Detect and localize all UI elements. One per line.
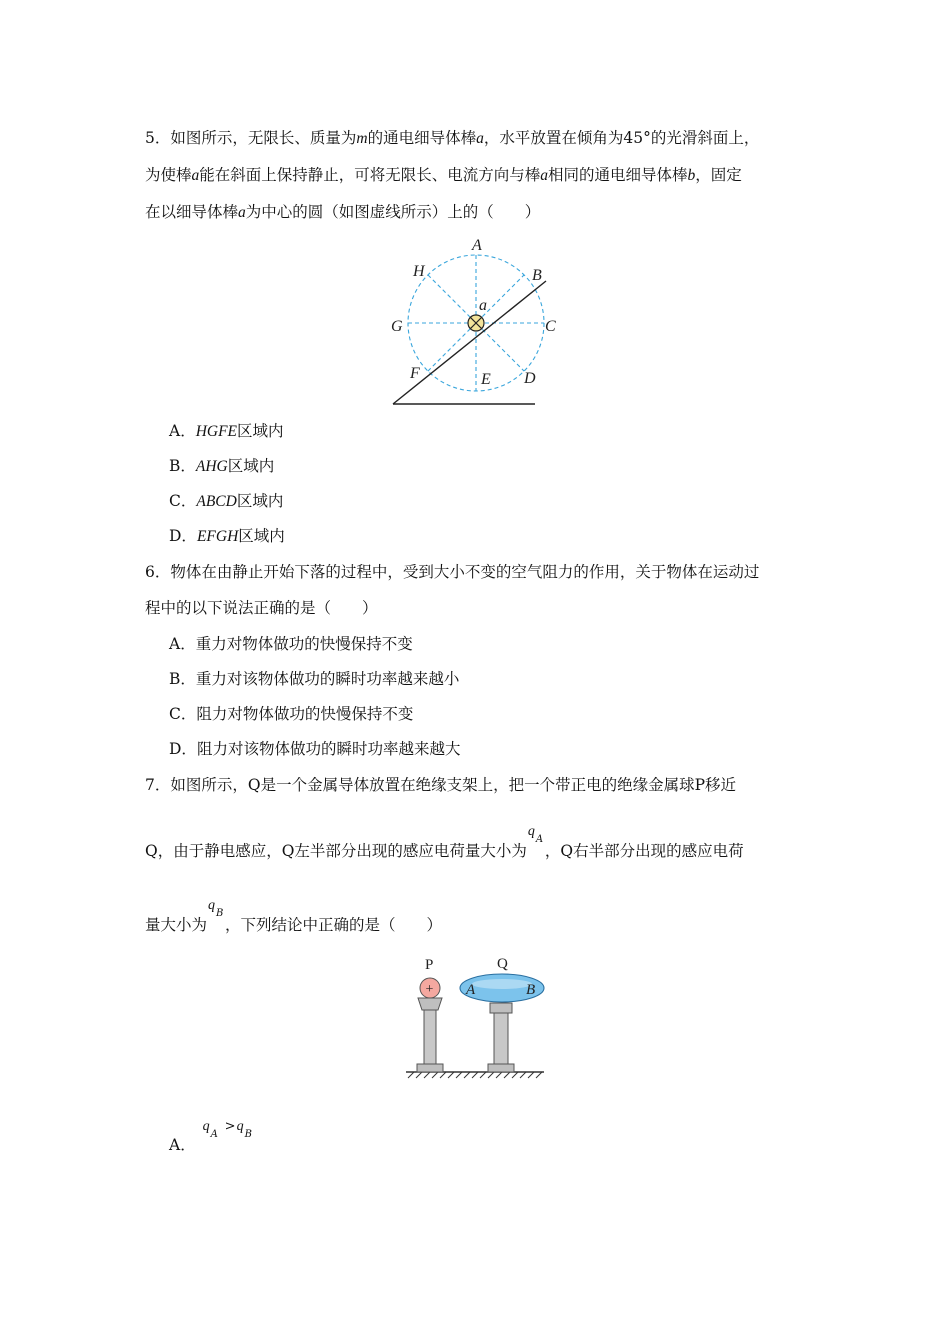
q7-symbol-qA (527, 824, 545, 856)
label-B: B (532, 267, 542, 284)
q-letter: q (202, 1119, 210, 1134)
ground-icon (406, 1072, 544, 1078)
q5-var-m: m (356, 130, 368, 147)
q-letter: q (208, 898, 216, 913)
option-text: 重力对该物体做功的瞬时功率越来越小 (195, 670, 460, 688)
option-letter: A． (169, 422, 196, 440)
q6-line-2: 程中的以下说法正确的是（ ） (145, 599, 378, 617)
q-subscript: B (244, 1129, 252, 1140)
q5-text: 为使棒 (145, 166, 192, 184)
q5-var-a: a (238, 204, 246, 221)
label-H: H (413, 263, 425, 280)
label-a: a (479, 297, 487, 314)
q5-line-1 (145, 128, 759, 149)
q6-option-C[interactable] (169, 704, 413, 724)
q5-text: 为中心的圆（如图虚线所示）上的（ ） (245, 203, 541, 221)
q5-text: 能在斜面上保持静止，可将无限长、电流方向与棒 (199, 166, 541, 184)
q-stand (488, 1003, 514, 1072)
q5-var-b: b (687, 167, 696, 184)
option-region: ABCD (196, 493, 237, 510)
q5-text: 相同的通电细导体棒 (548, 166, 688, 184)
q5-text: 5．如图所示，无限长、质量为 (145, 129, 357, 147)
option-letter: D． (169, 527, 197, 545)
plus-sign: + (425, 982, 434, 997)
q5-option-C[interactable] (169, 491, 283, 512)
option-region: AHG (195, 458, 228, 475)
option-text: 阻力对该物体做功的瞬时功率越来越大 (196, 740, 461, 758)
q5-text: 的通电细导体棒 (367, 129, 477, 147)
q7-option-A[interactable] (169, 1119, 261, 1155)
q6-line-1: 6．物体在由静止开始下落的过程中，受到大小不变的空气阻力的作用，关于物体在运动过 (145, 563, 760, 581)
conductor-a-icon (468, 315, 484, 331)
option-formula (201, 1119, 261, 1150)
q5-option-A[interactable] (169, 421, 284, 442)
p-stand (417, 998, 443, 1072)
option-letter: B． (169, 670, 196, 688)
q6-option-B[interactable] (169, 669, 459, 689)
option-letter: A． (169, 635, 196, 653)
q-letter: q (236, 1119, 244, 1134)
option-suffix: 区域内 (238, 527, 285, 545)
q-subscript: A (210, 1129, 218, 1140)
q5-option-B[interactable] (169, 456, 274, 477)
option-text: 重力对物体做功的快慢保持不变 (195, 635, 413, 653)
label-D: D (524, 370, 536, 387)
q-subscript: A (535, 834, 544, 845)
q7-text: ，下列结论中正确的是（ ） (225, 916, 443, 934)
q5-line-2 (145, 165, 742, 186)
label-P: P (425, 957, 434, 973)
q7-text: 量大小为 (145, 916, 208, 934)
q7-text: Q，由于静电感应，Q左半部分出现的感应电荷量大小为 (145, 842, 527, 860)
q5-option-D[interactable] (169, 526, 285, 547)
option-letter: B． (169, 457, 196, 475)
label-B: B (526, 982, 536, 998)
q5-line-3 (145, 202, 540, 223)
q7-line-1: 7．如图所示，Q是一个金属导体放置在绝缘支架上，把一个带正电的绝缘金属球P移近 (145, 776, 737, 794)
conductor-q-icon (460, 974, 544, 1002)
q7-symbol-qB (207, 898, 225, 930)
q-letter: q (527, 824, 535, 839)
q7-text: ，Q右半部分出现的感应电荷 (544, 842, 744, 860)
q5-text: ，水平放置在倾角为45°的光滑斜面上， (483, 129, 760, 147)
option-letter: C． (169, 705, 197, 723)
q7-line-2 (145, 824, 744, 861)
label-A: A (466, 982, 476, 998)
option-letter: A． (169, 1136, 196, 1154)
sphere-p-icon (420, 978, 440, 998)
q5-var-a: a (476, 130, 484, 147)
option-suffix: 区域内 (236, 492, 284, 510)
option-letter: D． (169, 740, 197, 758)
q6-option-D[interactable] (169, 739, 460, 759)
greater-than: > (224, 1119, 236, 1134)
label-E: E (481, 371, 491, 388)
q5-var-a: a (191, 167, 200, 184)
label-Q: Q (497, 956, 508, 972)
option-suffix: 区域内 (227, 457, 275, 475)
q5-circle-figure (380, 232, 560, 410)
option-text: 阻力对物体做功的快慢保持不变 (196, 705, 414, 723)
label-C: C (545, 318, 556, 335)
q7-electrostatic-figure (402, 950, 548, 1080)
option-suffix: 区域内 (237, 422, 284, 440)
q5-text: ，固定 (695, 166, 742, 184)
option-letter: C． (169, 492, 197, 510)
q7-line-3 (145, 898, 443, 935)
option-region: EFGH (196, 528, 239, 545)
q-subscript: B (216, 908, 224, 919)
label-G: G (391, 318, 403, 335)
label-A: A (472, 237, 482, 254)
q5-var-a: a (540, 167, 549, 184)
label-F: F (410, 365, 420, 382)
q6-option-A[interactable] (169, 634, 413, 654)
option-region: HGFE (195, 423, 238, 440)
q5-text: 在以细导体棒 (145, 203, 239, 221)
